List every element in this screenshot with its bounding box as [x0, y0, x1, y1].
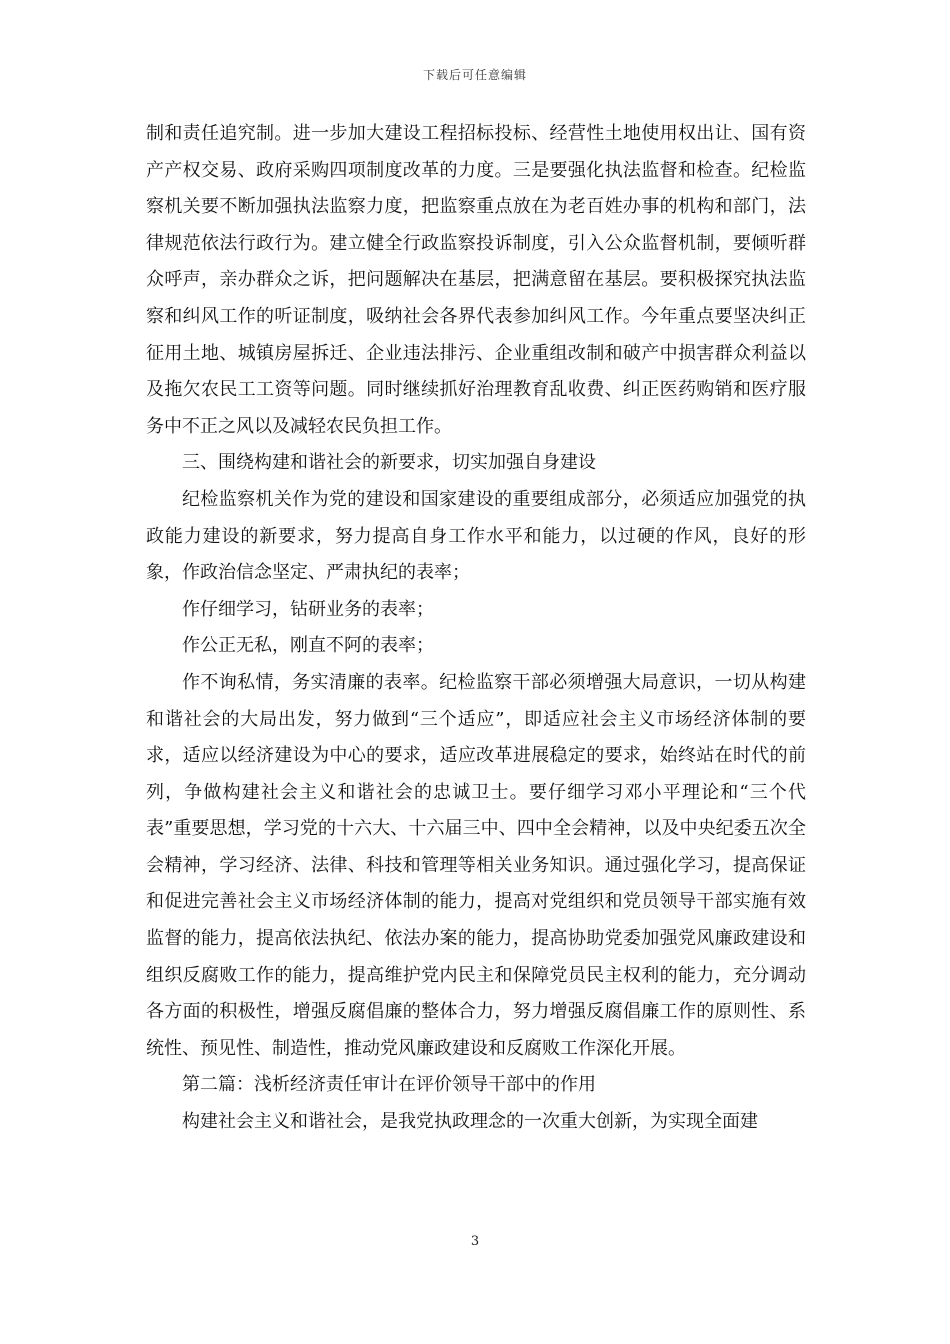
paragraph: 构建社会主义和谐社会，是我党执政理念的一次重大创新，为实现全面建: [182, 1111, 758, 1133]
paragraph: 作仔细学习，钻研业务的表率；: [182, 598, 434, 620]
paragraph: 作公正无私，刚直不阿的表率；: [182, 635, 434, 657]
paragraph: 作不询私情，务实清廉的表率。纪检监察干部必须增强大局意识，一切从构建和谐社会的大局出发，努力做到“三个适应”，即适应社会主义市场经济体制的要求，适应以经济建设为中心的要求，适应改革进展稳定的要求，始终站在时代的前列，争做构建社会主义和谐社会的忠诚卫士。要仔细学习邓小平理论和“三个代表”重要思想，学习党的十六大、十六届三中、四中全会精神，以及中央纪委五次全会精神，学习经济、法律、科技和管理等相关业务知识。通过强化学习，提高保证和促进完善社会主义市场经济体制的能力，提高对党组织和党员领导干部实施有效监督的能力，提高依法执纪、依法办案的能力，提高协助党委加强党风廉政建设和组织反腐败工作的能力，提高维护党内民主和保障党员民主权利的能力，充分调动各方面的积极性，增强反腐倡廉的整体合力，努力增强反腐倡廉工作的原则性、系统性、预见性、制造性，推动党风廉政建设和反腐败工作深化开展。: [146, 671, 806, 1059]
page-header: 下载后可任意编辑: [422, 68, 527, 82]
document-body: [146, 116, 806, 1141]
section-heading: 三、围绕构建和谐社会的新要求，切实加强自身建设: [182, 452, 596, 474]
article-title: 第二篇：浅析经济责任审计在评价领导干部中的作用: [182, 1074, 596, 1096]
paragraph: 制和责任追究制。进一步加大建设工程招标投标、经营性土地使用权出让、国有资产产权交易、政府采购四项制度改革的力度。三是要强化执法监督和检查。纪检监察机关要不断加强执法监察力度，把监察重点放在为老百姓办事的机构和部门，法律规范依法行政行为。建立健全行政监察投诉制度，引入公众监督机制，要倾听群众呼声，亲办群众之诉，把问题解决在基层，把满意留在基层。要积极探究执法监察和纠风工作的听证制度，吸纳社会各界代表参加纠风工作。今年重点要坚决纠正征用土地、城镇房屋拆迁、企业违法排污、企业重组改制和破产中损害群众利益以及拖欠农民工工资等问题。同时继续抓好治理教育乱收费、纠正医药购销和医疗服务中不正之风以及减轻农民负担工作。: [146, 123, 806, 437]
paragraph: 纪检监察机关作为党的建设和国家建设的重要组成部分，必须适应加强党的执政能力建设的新要求，努力提高自身工作水平和能力，以过硬的作风，良好的形象，作政治信念坚定、严肃执纪的表率；: [146, 488, 806, 584]
page-number: 3: [470, 1234, 480, 1249]
